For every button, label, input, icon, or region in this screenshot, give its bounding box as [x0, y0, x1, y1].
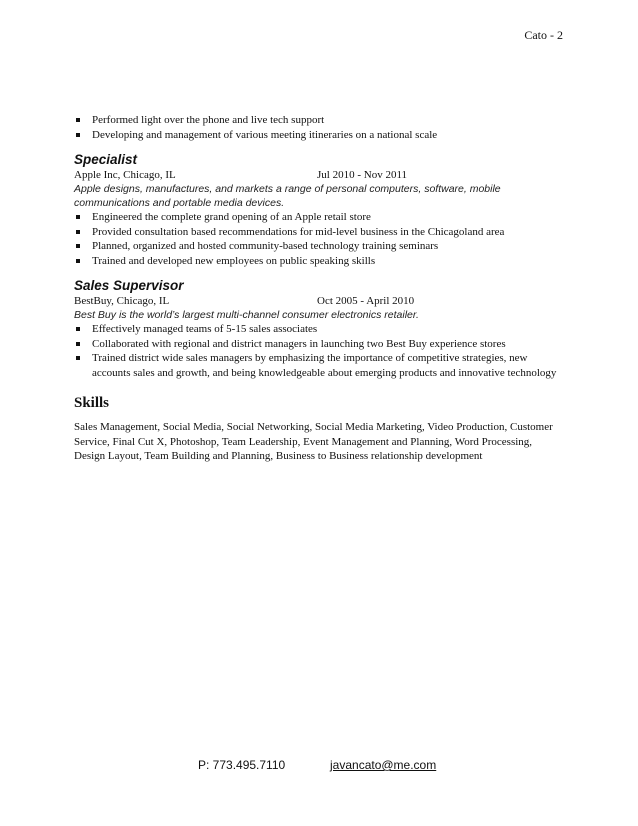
job-bullet-list — [74, 210, 564, 268]
list-item: Developing and management of various meeting itineraries on a national scale — [74, 128, 564, 143]
list-item: Collaborated with regional and district managers in launching two Best Buy experience stores — [74, 337, 564, 352]
job-meta — [74, 168, 564, 182]
job-description: Best Buy is the world’s largest multi-channel consumer electronics retailer. — [74, 309, 419, 321]
footer-contact — [0, 758, 638, 774]
skills-heading: Skills — [74, 395, 110, 411]
job-company: Apple Inc, Chicago, IL — [74, 169, 176, 181]
resume-content — [74, 113, 564, 464]
footer-email-link[interactable]: javancato@me.com — [330, 758, 437, 772]
list-item: Provided consultation based recommendations for mid-level business in the Chicagoland area — [74, 225, 564, 240]
job-specialist — [74, 152, 564, 268]
job-description: Apple designs, manufactures, and markets a range of personal computers, software, mobile communications and portable media devices. — [74, 183, 501, 209]
footer-phone: P: 773.495.7110 — [198, 758, 286, 772]
job-dates: Jul 2010 - Nov 2011 — [317, 169, 408, 181]
job-company: BestBuy, Chicago, IL — [74, 295, 170, 307]
page-number: Cato - 2 — [524, 28, 563, 42]
continued-bullet-list — [74, 113, 564, 142]
job-title: Specialist — [74, 152, 138, 167]
list-item: Trained district wide sales managers by emphasizing the importance of competitive strategies, new accounts sales and growth, and being knowledgeable about emerging products and innovative technology — [74, 351, 564, 380]
list-item: Performed light over the phone and live tech support — [74, 113, 564, 128]
job-title: Sales Supervisor — [74, 278, 184, 293]
list-item: Planned, organized and hosted community-based technology training seminars — [74, 239, 564, 254]
list-item: Effectively managed teams of 5-15 sales associates — [74, 322, 564, 337]
job-dates: Oct 2005 - April 2010 — [317, 295, 415, 307]
job-sales-supervisor — [74, 278, 564, 380]
job-bullet-list — [74, 322, 564, 380]
list-item: Engineered the complete grand opening of an Apple retail store — [74, 210, 564, 225]
list-item: Trained and developed new employees on public speaking skills — [74, 254, 564, 269]
skills-text: Sales Management, Social Media, Social Networking, Social Media Marketing, Video Production, Customer Service, Final Cut X, Photoshop, Team Leadership, Event Management and Planning, Word Processing, Design Layout, Team Building and Planning, Business to Business relationship development — [74, 421, 553, 462]
job-meta — [74, 294, 564, 308]
